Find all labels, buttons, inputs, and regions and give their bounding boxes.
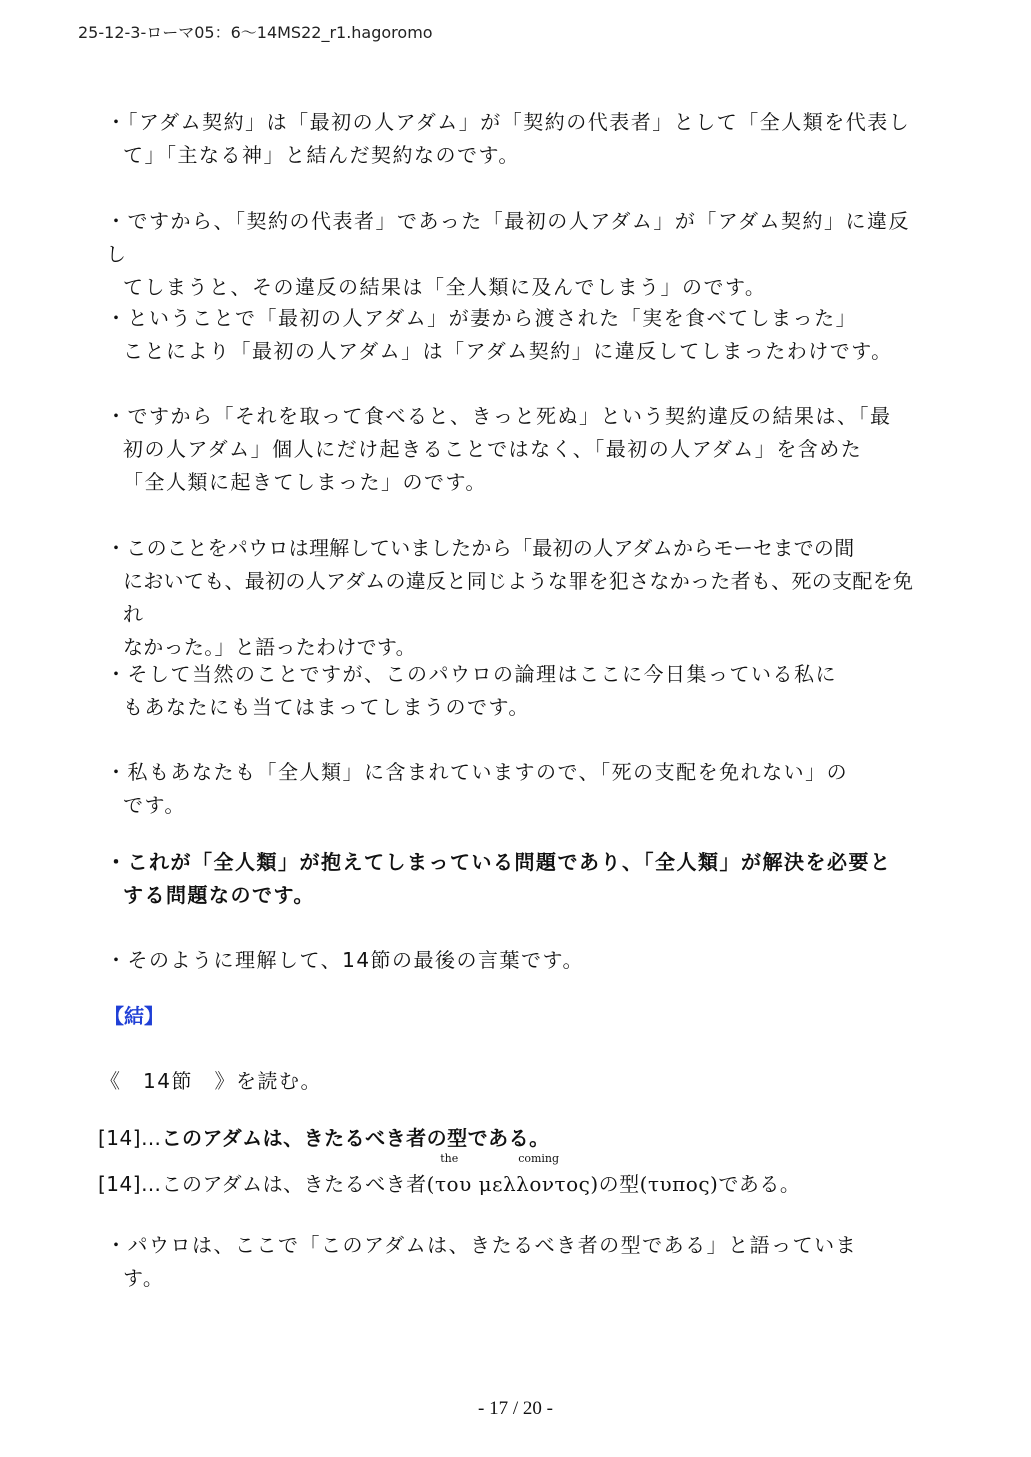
- paragraph-1: [106, 106, 926, 172]
- paragraph-line: 「全人類に起きてしまった」のです。: [123, 470, 487, 494]
- paragraph-2: [106, 205, 926, 304]
- paragraph-line: もあなたにも当てはまってしまうのです。: [123, 695, 530, 719]
- paragraph-line: です。: [123, 793, 186, 817]
- paragraph-line: ・パウロは、ここで「このアダムは、きたるべき者の型である」と語っていま: [106, 1233, 858, 1257]
- paragraph-final: [106, 1229, 926, 1295]
- reading-instruction: 《 14節 》を読む。: [100, 1069, 322, 1093]
- verse-ref: [14]…: [98, 1172, 162, 1196]
- paragraph-line: ・私もあなたも「全人類」に含まれていますので、「死の支配を免れない」の: [106, 760, 849, 784]
- paragraph-line: ・このことをパウロは理解していましたから「最初の人アダムからモーセまでの間: [106, 536, 855, 560]
- paragraph-line: て」「主なる神」と結んだ契約なのです。: [123, 143, 520, 167]
- verse-text: の型: [598, 1172, 640, 1196]
- paragraph-3: [106, 302, 926, 368]
- paragraph-line: ・そして当然のことですが、このパウロの論理はここに今日集っている私に: [106, 662, 837, 686]
- paragraph-line: なかった。」と語ったわけです。: [123, 635, 416, 659]
- greek-word: coming μελλοντος): [478, 1152, 599, 1196]
- paragraph-7: [106, 756, 926, 822]
- paragraph-line: てしまうと、その違反の結果は「全人類に及んでしまう」のです。: [123, 275, 767, 299]
- verse-line-1: [98, 1122, 550, 1151]
- document-header: 25-12-3-ローマ05：6〜14MS22_r1.hagoromo: [78, 23, 433, 42]
- verse-text: このアダムは、きたるべき者の型である。: [161, 1126, 550, 1150]
- paragraph-8: [106, 846, 926, 912]
- greek-word: (τυπος): [639, 1172, 719, 1196]
- paragraph-6: [106, 658, 926, 724]
- paragraph-5: [106, 532, 926, 664]
- paragraph-line: ・「アダム契約」は「最初の人アダム」が「契約の代表者」として「全人類を代表し: [106, 110, 911, 134]
- verse-text: このアダムは、きたるべき者: [161, 1172, 427, 1196]
- section-heading: 【結】: [104, 1004, 164, 1028]
- paragraph-line: す。: [123, 1266, 165, 1290]
- page-number: - 17 / 20 -: [478, 1398, 553, 1419]
- paragraph-line: ・ということで「最初の人アダム」が妻から渡された「実を食べてしまった」: [106, 306, 858, 330]
- greek-word: the (του: [426, 1152, 472, 1196]
- paragraph-line: ・ですから「それを取って食べると、きっと死ぬ」という契約違反の結果は、「最: [106, 404, 892, 428]
- interlinear-gloss: coming: [518, 1152, 560, 1165]
- paragraph-line: ことにより「最初の人アダム」は「アダム契約」に違反してしまったわけです。: [123, 339, 893, 363]
- paragraph-line: ・ですから、「契約の代表者」であった「最初の人アダム」が「アダム契約」に違反し: [106, 209, 910, 266]
- interlinear-gloss: the: [440, 1152, 459, 1165]
- paragraph-line: においても、最初の人アダムの違反と同じような罪を犯さなかった者も、死の支配を免れ: [123, 569, 914, 626]
- paragraph-line: する問題なのです。: [123, 883, 315, 907]
- paragraph-4: [106, 400, 926, 499]
- verse-text: である。: [718, 1172, 801, 1196]
- paragraph-line: ・これが「全人類」が抱えてしまっている問題であり、「全人類」が解決を必要と: [106, 850, 892, 874]
- verse-line-2: [98, 1152, 801, 1197]
- paragraph-9: [106, 944, 926, 977]
- verse-ref: [14]…: [98, 1126, 162, 1150]
- paragraph-line: ・そのように理解して、14節の最後の言葉です。: [106, 948, 584, 972]
- paragraph-line: 初の人アダム」個人にだけ起きることではなく、「最初の人アダム」を含めた: [123, 437, 863, 461]
